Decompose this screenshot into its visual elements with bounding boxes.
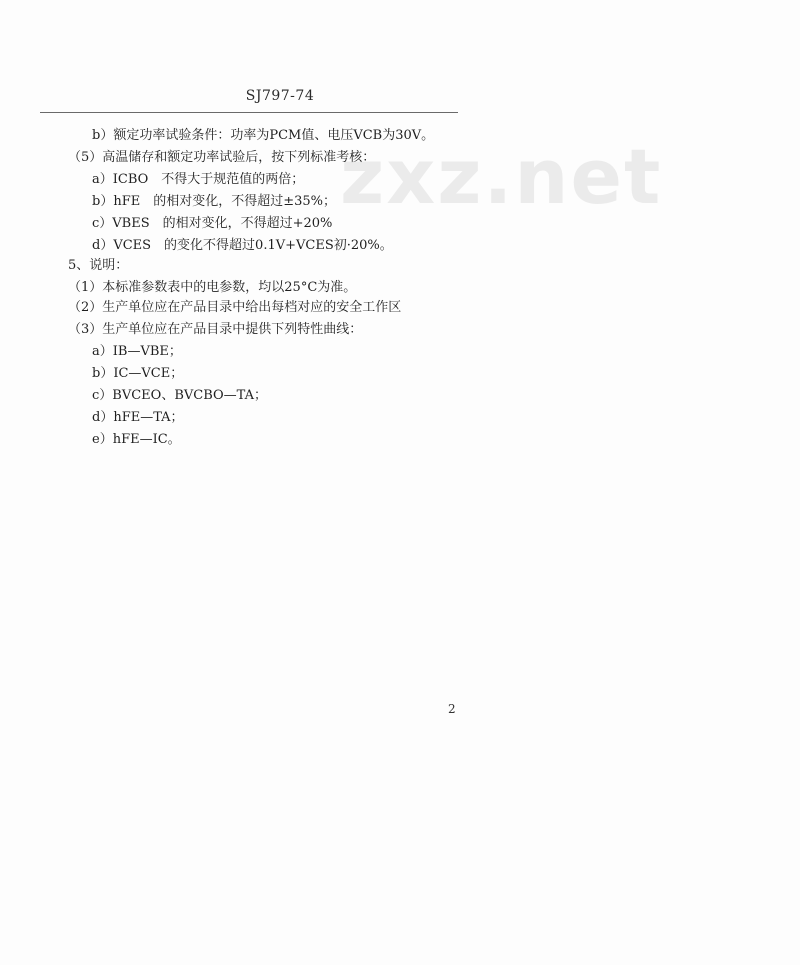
standard-code-header: SJ797-74 bbox=[245, 88, 315, 104]
text-line-note-2: （2）生产单位应在产品目录中给出每档对应的安全工作区 bbox=[68, 300, 402, 315]
text-line-curve-a: a）IB—VBE； bbox=[92, 344, 182, 359]
text-line-curve-d: d）hFE—TA； bbox=[92, 410, 184, 425]
text-line-vbes: c）VBES 的相对变化，不得超过+20% bbox=[92, 216, 333, 231]
text-line-curve-b: b）IC—VCE； bbox=[92, 366, 184, 381]
text-line-vces: d）VCES 的变化不得超过0.1V+VCES初·20%。 bbox=[92, 238, 393, 253]
header-rule bbox=[40, 112, 458, 113]
section-heading-notes: 5、说明： bbox=[68, 258, 129, 273]
text-line-note-3: （3）生产单位应在产品目录中提供下列特性曲线： bbox=[68, 322, 363, 337]
text-line-curve-e: e）hFE—IC。 bbox=[92, 432, 181, 447]
page-number: 2 bbox=[448, 702, 456, 716]
text-line-icbo: a）ICBO 不得大于规范值的两倍； bbox=[92, 172, 305, 187]
text-line-rated-power-conditions: b）额定功率试验条件：功率为PCM值、电压VCB为30V。 bbox=[92, 128, 435, 143]
site-watermark: zxz.net bbox=[340, 132, 663, 221]
text-line-assessment-criteria: （5）高温储存和额定功率试验后，按下列标准考核： bbox=[68, 150, 376, 165]
text-line-curve-c: c）BVCEO、BVCBO—TA； bbox=[92, 388, 268, 403]
text-line-note-1: （1）本标准参数表中的电参数，均以25°C为准。 bbox=[68, 280, 357, 295]
text-line-hfe: b）hFE 的相对变化，不得超过±35%； bbox=[92, 194, 336, 209]
